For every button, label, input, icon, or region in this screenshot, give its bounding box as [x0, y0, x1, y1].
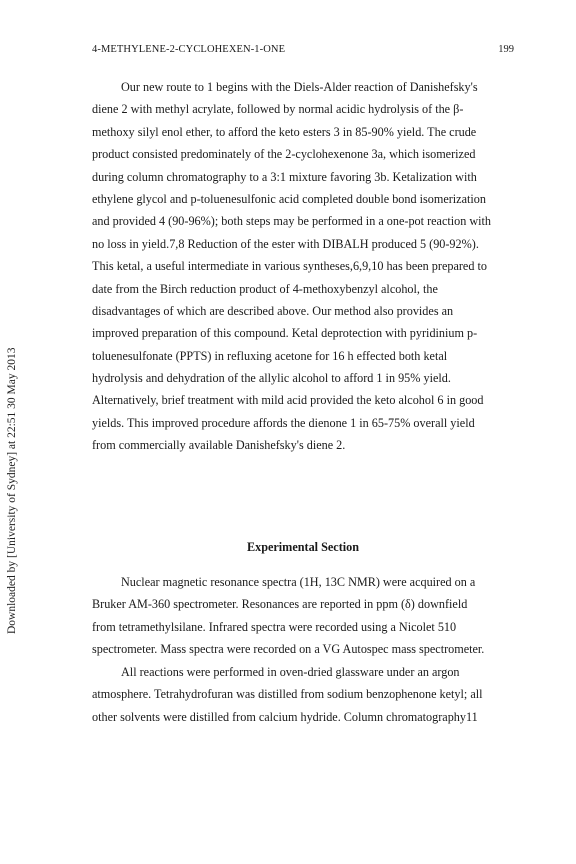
download-stamp: Downloaded by [University of Sydney] at 22:51 30 May 2013	[6, 347, 18, 634]
page-header	[92, 44, 514, 60]
text-line: disadvantages of which are described above. Our method also provides an	[92, 303, 454, 318]
section-heading: Experimental Section	[246, 540, 360, 554]
paragraph-route	[92, 76, 522, 457]
text-line: and provided 4 (90-96%); both steps may be performed in a one-pot reaction with	[92, 214, 492, 229]
text-line: yields. This improved procedure affords the dienone 1 in 65-75% overall yield	[92, 415, 475, 430]
text-line: Nuclear magnetic resonance spectra (1H, 13C NMR) were acquired on a	[121, 575, 476, 589]
text-line: during column chromatography to a 3:1 mixture favoring 3b. Ketalization with	[92, 169, 477, 184]
text-line: product consisted predominately of the 2-cyclohexenone 3a, which isomerized	[92, 147, 476, 162]
text-line: improved preparation of this compound. Ketal deprotection with pyridinium p-	[92, 326, 478, 341]
text-line: All reactions were performed in oven-dried glassware under an argon	[121, 665, 460, 679]
text-line: atmosphere. Tetrahydrofuran was distilled from sodium benzophenone ketyl; all	[92, 687, 483, 702]
text-line: Our new route to 1 begins with the Diels-Alder reaction of Danishefsky's	[121, 80, 478, 94]
text-line: ethylene glycol and p-toluenesulfonic acid completed double bond isomerization	[92, 191, 486, 206]
text-line: Alternatively, brief treatment with mild acid provided the keto alcohol 6 in good	[92, 393, 484, 408]
text-line: spectrometer. Mass spectra were recorded on a VG Autospec mass spectrometer.	[92, 642, 485, 657]
text-line: toluenesulfonate (PPTS) in refluxing acetone for 16 h effected both ketal	[92, 348, 448, 363]
text-line: from commercially available Danishefsky's diene 2.	[92, 438, 346, 453]
running-title: 4-METHYLENE-2-CYCLOHEXEN-1-ONE	[92, 44, 286, 55]
text-line: This ketal, a useful intermediate in various syntheses,6,9,10 has been prepared to	[92, 259, 487, 274]
paragraph-instruments	[92, 571, 522, 661]
text-line: no loss in yield.7,8 Reduction of the ester with DIBALH produced 5 (90-92%).	[92, 236, 479, 251]
text-line: hydrolysis and dehydration of the allylic alcohol to afford 1 in 95% yield.	[92, 371, 451, 386]
paragraph-conditions	[92, 661, 522, 728]
text-line: methoxy silyl enol ether, to afford the keto esters 3 in 85-90% yield. The crude	[92, 124, 477, 139]
text-line: other solvents were distilled from calcium hydride. Column chromatography11	[92, 709, 478, 724]
page-number: 199	[498, 44, 514, 55]
text-line: Bruker AM-360 spectrometer. Resonances are reported in ppm (δ) downfield	[92, 597, 468, 612]
text-line: from tetramethylsilane. Infrared spectra were recorded using a Nicolet 510	[92, 619, 457, 634]
text-line: date from the Birch reduction product of 4-methoxybenzyl alcohol, the	[92, 281, 438, 296]
text-line: diene 2 with methyl acrylate, followed by normal acidic hydrolysis of the β-	[92, 102, 464, 117]
